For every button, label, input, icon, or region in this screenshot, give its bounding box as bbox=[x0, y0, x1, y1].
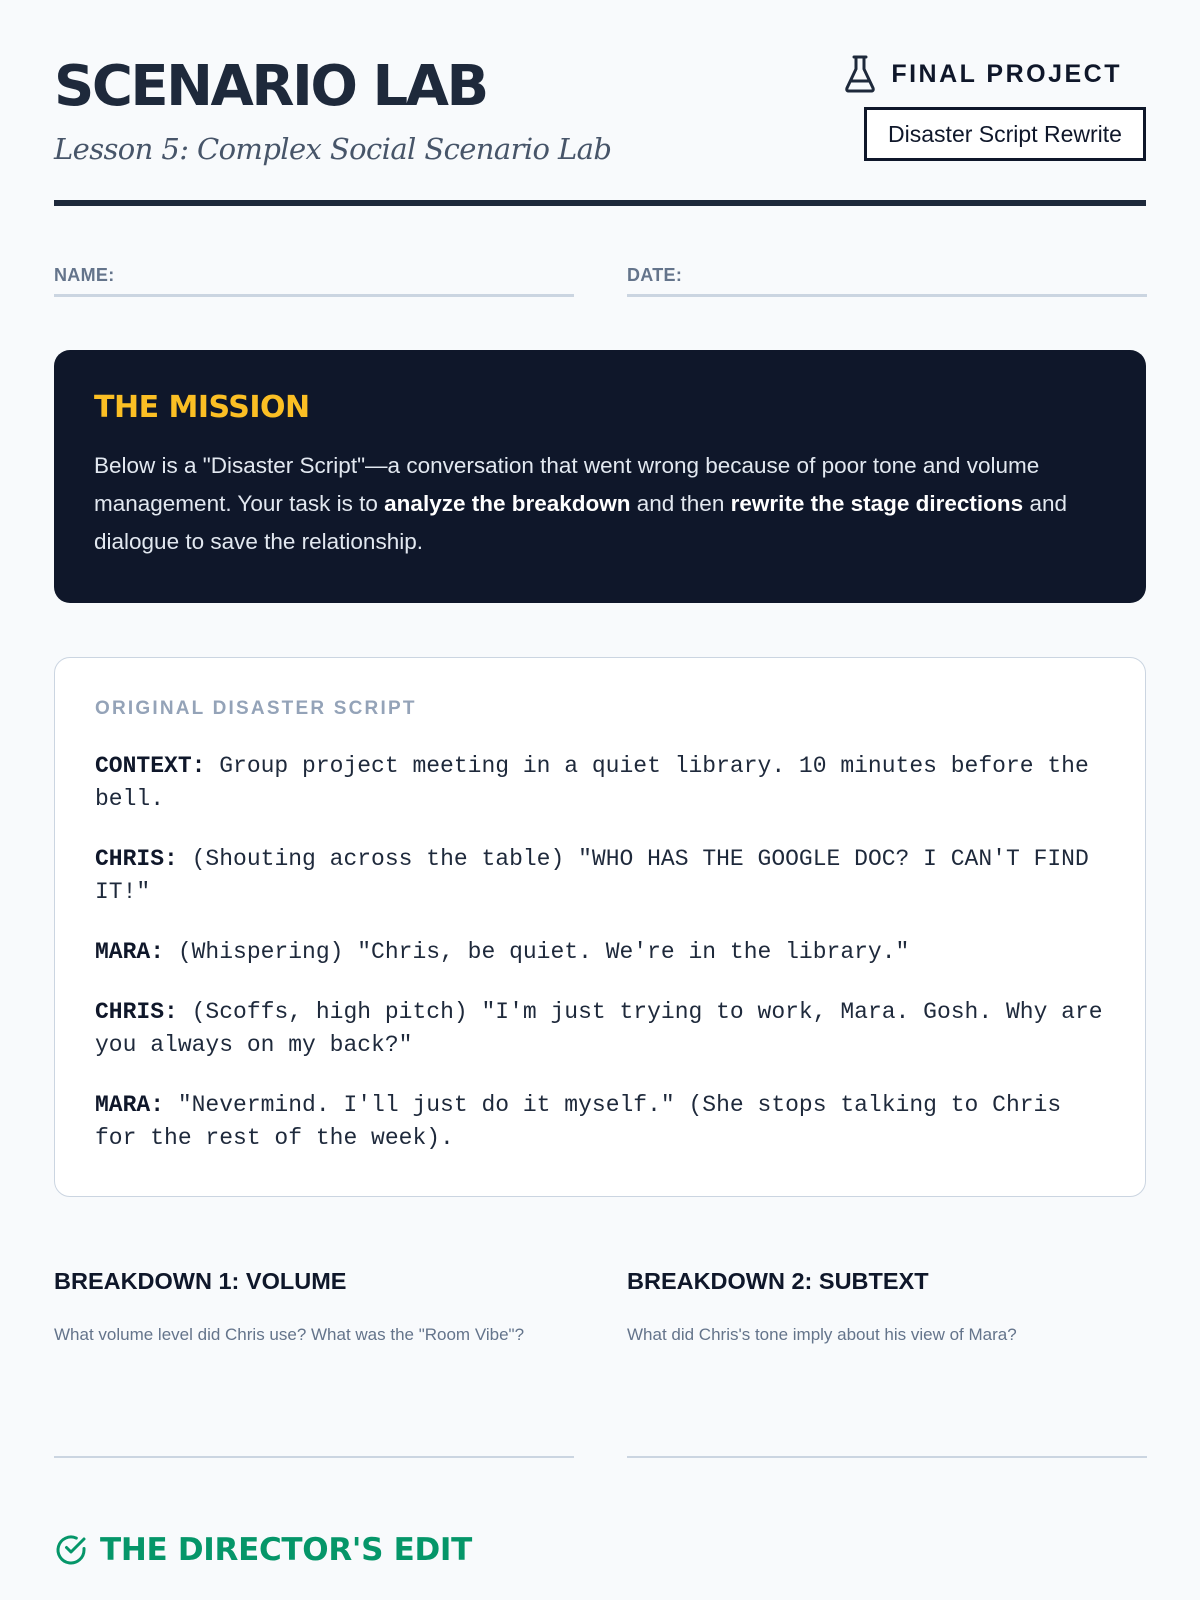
directors-edit-heading bbox=[54, 1532, 472, 1568]
check-circle-icon bbox=[54, 1533, 88, 1567]
project-name-box: Disaster Script Rewrite bbox=[864, 107, 1146, 161]
mission-text-part: and dialogue to save the relationship. bbox=[94, 491, 1067, 554]
script-text: (Whispering) "Chris, be quiet. We're in the library." bbox=[164, 939, 910, 965]
mission-text bbox=[94, 447, 1106, 561]
mission-panel bbox=[54, 350, 1146, 603]
name-label: NAME: bbox=[54, 265, 115, 285]
script-text: (Shouting across the table) "WHO HAS THE GOOGLE DOC? I CAN'T FIND IT!" bbox=[95, 846, 1089, 905]
breakdown-section bbox=[54, 1197, 1146, 1459]
breakdown-question: What volume level did Chris use? What was the "Room Vibe"? bbox=[54, 1325, 525, 1344]
student-fields bbox=[54, 206, 1146, 297]
script-text: Group project meeting in a quiet library. 10 minutes before the bell. bbox=[95, 753, 1089, 812]
mission-emphasis-rewrite: rewrite the stage directions bbox=[730, 491, 1024, 516]
speaker-name: MARA: bbox=[95, 1092, 165, 1118]
page-subtitle: Lesson 5: Complex Social Scenario Lab bbox=[54, 132, 612, 166]
date-field[interactable] bbox=[627, 261, 1147, 297]
speaker-name: CONTEXT: bbox=[95, 753, 206, 779]
flask-icon bbox=[843, 54, 877, 94]
script-lines bbox=[95, 750, 1105, 1155]
project-label-text: FINAL PROJECT bbox=[891, 59, 1122, 88]
script-line bbox=[95, 996, 1105, 1062]
speaker-name: CHRIS: bbox=[95, 846, 178, 872]
mission-heading: THE MISSION bbox=[94, 390, 310, 425]
project-label bbox=[843, 54, 1122, 94]
date-label: DATE: bbox=[627, 265, 683, 285]
script-text: (Scoffs, high pitch) "I'm just trying to work, Mara. Gosh. Why are you always on my back?" bbox=[95, 999, 1103, 1058]
answer-line[interactable] bbox=[627, 1456, 1147, 1458]
header bbox=[54, 0, 1146, 206]
speaker-name: CHRIS: bbox=[95, 999, 178, 1025]
page-title: SCENARIO LAB bbox=[54, 54, 487, 119]
mission-emphasis-analyze: analyze the breakdown bbox=[384, 491, 631, 516]
script-line bbox=[95, 750, 1105, 816]
breakdown-title: BREAKDOWN 1: VOLUME bbox=[54, 1268, 347, 1294]
script-line bbox=[95, 936, 1105, 969]
directors-edit-text: THE DIRECTOR'S EDIT bbox=[100, 1532, 472, 1568]
breakdown-title: BREAKDOWN 2: SUBTEXT bbox=[627, 1268, 929, 1294]
script-card bbox=[54, 657, 1146, 1197]
mission-text-part: Below is a "Disaster Script"—a conversation that went wrong because of poor tone and volume management. Your task is to bbox=[94, 453, 1040, 516]
mission-text-part: and then bbox=[630, 491, 731, 516]
name-field[interactable] bbox=[54, 261, 574, 297]
script-line bbox=[95, 843, 1105, 909]
script-text: "Nevermind. I'll just do it myself." (She stops talking to Chris for the rest of the week). bbox=[95, 1092, 1062, 1151]
script-label: ORIGINAL DISASTER SCRIPT bbox=[95, 698, 417, 719]
speaker-name: MARA: bbox=[95, 939, 165, 965]
script-line bbox=[95, 1089, 1105, 1155]
answer-line[interactable] bbox=[54, 1456, 574, 1458]
breakdown-question: What did Chris's tone imply about his view of Mara? bbox=[627, 1325, 1017, 1344]
